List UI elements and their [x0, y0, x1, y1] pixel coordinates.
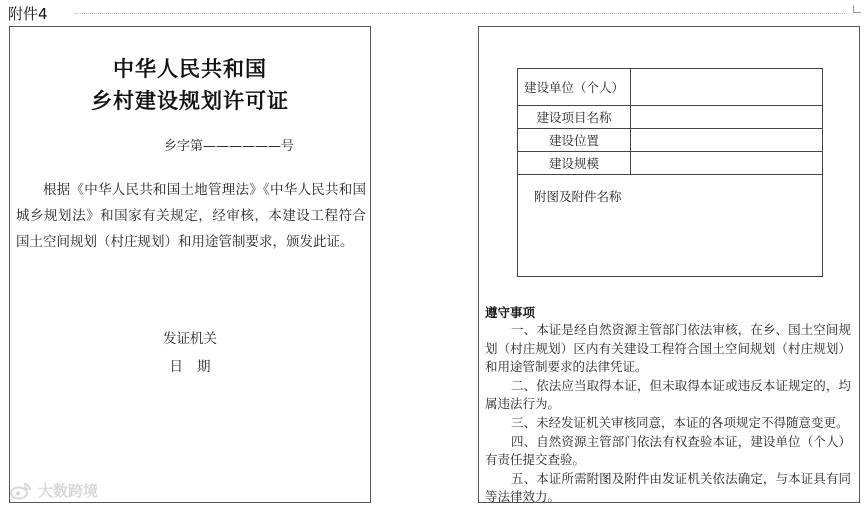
attachments-cell — [518, 175, 823, 277]
notes-item: 三、未经发证机关审核同意，本证的各项规定不得随意变更。 — [511, 414, 849, 430]
issue-date-label: 日期 — [169, 359, 225, 375]
certificate-back-panel — [478, 26, 860, 503]
certificate-title-line1: 中华人民共和国 — [113, 56, 267, 81]
project-info-table — [517, 68, 823, 277]
certificate-body-text: 根据《中华人民共和国土地管理法》《中华人民共和国城乡规划法》和国家有关规定，经审核，本建设工程符合国土空间规划（村庄规划）和用途管制要求，颁发此证。 — [16, 182, 366, 250]
construction-location-label: 建设位置 — [518, 129, 631, 152]
project-name-label: 建设项目名称 — [518, 106, 631, 129]
notes-item: 二、依法应当取得本证，但未取得本证或违反本证规定的，均属违法行为。 — [485, 377, 851, 412]
watermark-text: 大数跨境 — [38, 482, 99, 500]
table-row — [518, 152, 823, 175]
table-row — [518, 106, 823, 129]
construction-location-value — [631, 129, 823, 152]
table-row — [518, 69, 823, 106]
construction-scale-label: 建设规模 — [518, 152, 631, 175]
construction-unit-value — [631, 69, 823, 106]
table-row — [518, 129, 823, 152]
notes-item: 四、自然资源主管部门依法有权查验本证，建设单位（个人）有责任提交查验。 — [485, 433, 851, 468]
page-corner-mark — [853, 5, 861, 13]
notes-item: 一、本证是经自然资源主管部门依法审核，在乡、国土空间规划（村庄规划）区内有关建设工程符合国土空间规划（村庄规划）和用途管制要求的法律凭证。 — [485, 322, 851, 375]
notes-heading: 遵守事项 — [485, 305, 536, 320]
notes-list — [485, 321, 851, 507]
issuing-authority-label: 发证机关 — [163, 331, 217, 347]
table-row — [518, 175, 823, 277]
page-top-rule — [75, 13, 845, 14]
construction-scale-value — [631, 152, 823, 175]
watermark — [10, 480, 98, 501]
attachments-label: 附图及附件名称 — [534, 189, 622, 204]
certificate-number-line: 乡字第——————号 — [164, 139, 295, 154]
project-name-value — [631, 106, 823, 129]
weibo-icon — [10, 482, 32, 500]
notes-item: 五、本证所需附图及附件由发证机关依法确定，与本证具有同等法律效力。 — [485, 470, 851, 505]
certificate-front-panel — [9, 26, 371, 503]
certificate-title-line2: 乡村建设规划许可证 — [91, 88, 289, 113]
construction-unit-label: 建设单位（个人） — [518, 69, 631, 106]
attachment-label: 附件4 — [8, 5, 48, 23]
